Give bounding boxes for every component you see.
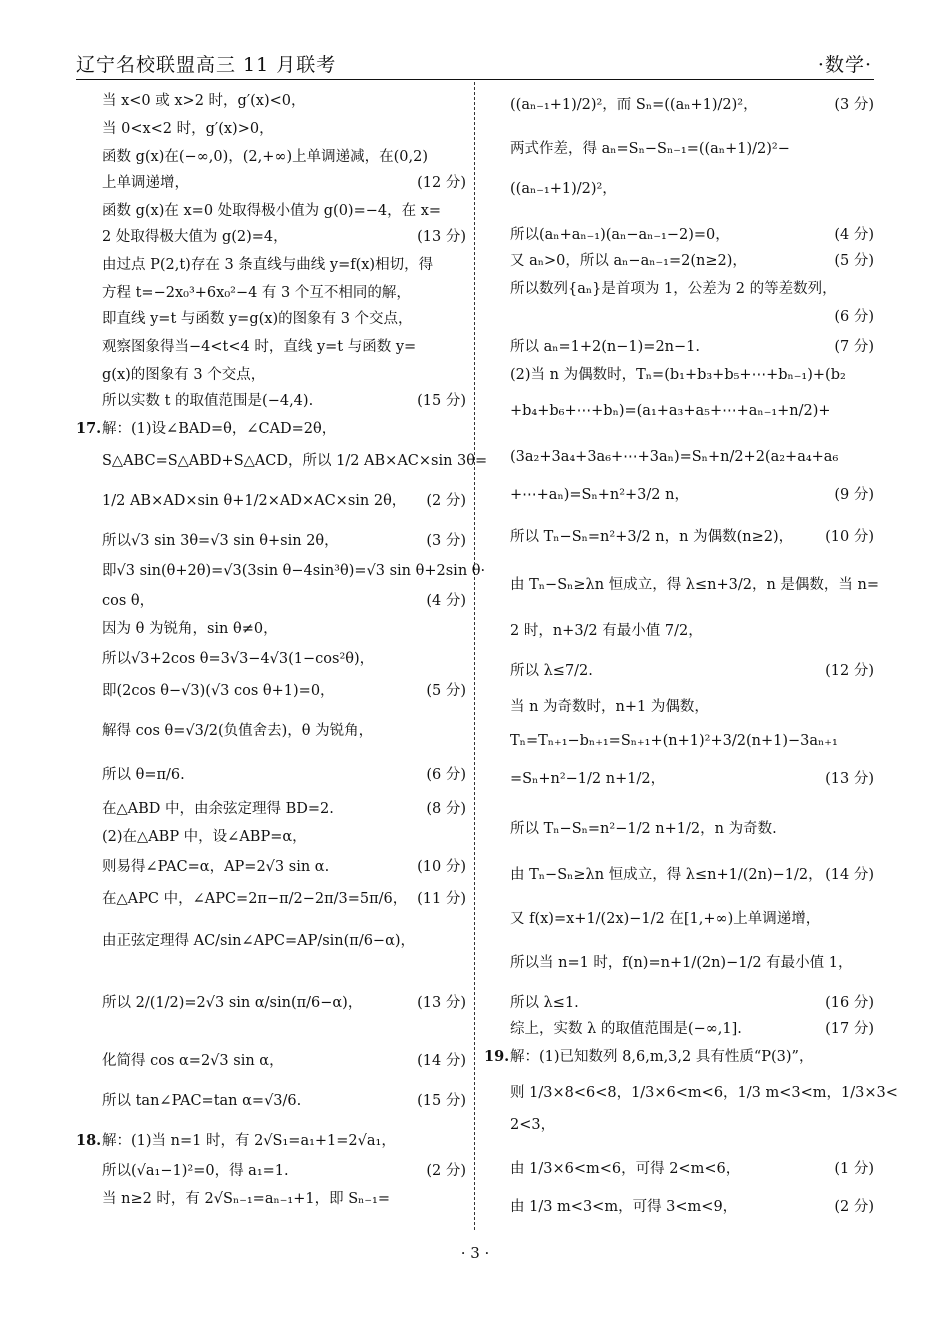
solution-line [84, 90, 466, 112]
line-text: 所以实数 t 的取值范围是(−4,4). [102, 393, 314, 409]
score-mark: (16 分) [825, 995, 874, 1011]
line-text: 所以当 n=1 时，f(n)=n+1/(2n)−1/2 有最小值 1， [510, 955, 853, 971]
line-text: (2)在△ABP 中，设∠ABP=α， [102, 829, 307, 845]
line-text: 即(2cos θ−√3)(√3 cos θ+1)=0， [102, 683, 335, 699]
solution-line [84, 1160, 466, 1182]
line-text: 则 1/3×8<6<8，1/3×6<m<6，1/3 m<3<m，1/3×3< [510, 1085, 898, 1101]
solution-line [492, 818, 874, 840]
solution-line [492, 952, 874, 974]
solution-line [84, 930, 466, 952]
line-text: 所以(aₙ+aₙ₋₁)(aₙ−aₙ₋₁−2)=0， [510, 227, 730, 243]
solution-line [84, 172, 466, 194]
line-text: 则易得∠PAC=α，AP=2√3 sin α. [102, 859, 330, 875]
solution-line [84, 364, 466, 386]
line-text: 函数 g(x)在 x=0 处取得极小值为 g(0)=−4，在 x= [102, 203, 442, 219]
line-text: +b₄+b₆+⋯+bₙ)=(a₁+a₃+a₅+⋯+aₙ₋₁+n/2)+ [510, 403, 831, 419]
score-mark: (10 分) [417, 859, 466, 875]
solution-line [84, 282, 466, 304]
header-rule [76, 79, 874, 80]
solution-line [84, 618, 466, 640]
line-text: (3a₂+3a₄+3a₆+⋯+3aₙ)=Sₙ+n/2+2(a₂+a₄+a₆ [510, 449, 839, 465]
line-text: 所以 Tₙ−Sₙ=n²−1/2 n+1/2，n 为奇数. [510, 821, 777, 837]
solution-line [492, 1196, 874, 1218]
line-text: 即√3 sin(θ+2θ)=√3(3sin θ−4sin³θ)=√3 sin θ+2sin θ· [102, 563, 486, 579]
line-text: 即直线 y=t 与函数 y=g(x)的图象有 3 个交点， [102, 311, 413, 327]
solution-line [84, 490, 466, 512]
solution-line [84, 764, 466, 786]
line-text: 所以 λ≤7/2. [510, 663, 593, 679]
line-text: 所以√3 sin 3θ=√3 sin θ+sin 2θ， [102, 533, 339, 549]
line-text: 解：(1)已知数列 8,6,m,3,2 具有性质“P(3)”， [510, 1049, 814, 1065]
solution-line [492, 574, 880, 596]
line-text: 所以 aₙ=1+2(n−1)=2n−1. [510, 339, 701, 355]
solution-line [492, 138, 874, 160]
line-text: 在△ABD 中，由余弦定理得 BD=2. [102, 801, 334, 817]
score-mark: (5 分) [426, 683, 466, 699]
solution-line [76, 418, 466, 440]
line-text: g(x)的图象有 3 个交点， [102, 367, 266, 383]
line-text: 当 x<0 或 x>2 时，g′(x)<0， [102, 93, 306, 109]
solution-line [492, 224, 874, 246]
solution-line [84, 680, 466, 702]
line-text: 当 n≥2 时，有 2√Sₙ₋₁=aₙ₋₁+1，即 Sₙ₋₁= [102, 1191, 391, 1207]
solution-line [492, 526, 874, 548]
score-mark: (3 分) [426, 533, 466, 549]
line-text: 解得 cos θ=√3/2(负值舍去)，θ 为锐角， [102, 723, 374, 739]
score-mark: (11 分) [417, 891, 466, 907]
solution-line [492, 484, 874, 506]
line-text: 由 Tₙ−Sₙ≥λn 恒成立，得 λ≤n+3/2，n 是偶数，当 n= [510, 577, 880, 593]
score-mark: (4 分) [834, 227, 874, 243]
line-text: 由正弦定理得 AC/sin∠APC=AP/sin(π/6−α)， [102, 933, 416, 949]
solution-line [492, 730, 874, 752]
line-text: 函数 g(x)在(−∞,0)，(2,+∞)上单调递减，在(0,2) [102, 149, 429, 165]
solution-line [84, 390, 466, 412]
solution-line [492, 178, 874, 200]
solution-line [84, 992, 466, 1014]
score-mark: (15 分) [417, 1093, 466, 1109]
line-text: 解：(1)设∠BAD=θ，∠CAD=2θ， [102, 421, 337, 437]
score-mark: (6 分) [426, 767, 466, 783]
line-text: 由 Tₙ−Sₙ≥λn 恒成立，得 λ≤n+1/(2n)−1/2， [510, 867, 823, 883]
line-text: 当 0<x<2 时，g′(x)>0， [102, 121, 274, 137]
line-text: =Sₙ+n²−1/2 n+1/2， [510, 771, 666, 787]
solution-line [492, 620, 874, 642]
problem-number: 17. [76, 420, 102, 437]
line-text: cos θ， [102, 593, 155, 609]
score-mark: (12 分) [825, 663, 874, 679]
score-mark: (2 分) [426, 493, 466, 509]
solution-line [84, 590, 466, 612]
score-mark: (17 分) [825, 1021, 874, 1037]
score-mark: (5 分) [834, 253, 874, 269]
line-text: 所以 tan∠PAC=tan α=√3/6. [102, 1093, 302, 1109]
score-mark: (7 分) [834, 339, 874, 355]
line-text: 所以(√a₁−1)²=0，得 a₁=1. [102, 1163, 289, 1179]
line-text: 解：(1)当 n=1 时，有 2√S₁=a₁+1=2√a₁， [102, 1133, 396, 1149]
solution-line [492, 250, 874, 272]
solution-line [84, 720, 466, 742]
line-text: 上单调递增， [102, 175, 189, 191]
solution-line [492, 278, 874, 300]
solution-line [84, 530, 466, 552]
solution-line [492, 696, 874, 718]
line-text: 又 f(x)=x+1/(2x)−1/2 在[1,+∞)上单调递增， [510, 911, 821, 927]
score-mark: (2 分) [426, 1163, 466, 1179]
solution-line [492, 400, 874, 422]
header-subject: ·数学· [817, 54, 872, 76]
line-text: ((aₙ₋₁+1)/2)²， [510, 181, 617, 197]
solution-line [84, 254, 466, 276]
solution-line [492, 864, 874, 886]
solution-line [84, 200, 466, 222]
problem-number: 19. [484, 1048, 510, 1065]
solution-line [84, 1188, 466, 1210]
solution-line [84, 560, 486, 582]
solution-line [492, 306, 874, 328]
solution-line [84, 336, 466, 358]
line-text: 由过点 P(2,t)存在 3 条直线与曲线 y=f(x)相切，得 [102, 257, 434, 273]
line-text: 2<3， [510, 1117, 556, 1133]
solution-line [84, 226, 466, 248]
score-mark: (1 分) [834, 1161, 874, 1177]
solution-line [492, 908, 874, 930]
solution-line [492, 364, 874, 386]
line-text: Tₙ=Tₙ₊₁−bₙ₊₁=Sₙ₊₁+(n+1)²+3/2(n+1)−3aₙ₊₁ [510, 733, 838, 749]
line-text: 1/2 AB×AD×sin θ+1/2×AD×AC×sin 2θ， [102, 493, 407, 509]
solution-line [492, 94, 874, 116]
score-mark: (13 分) [417, 995, 466, 1011]
line-text: (2)当 n 为偶数时，Tₙ=(b₁+b₃+b₅+⋯+bₙ₋₁)+(b₂ [510, 367, 846, 383]
solution-line [492, 1114, 874, 1136]
line-text: 所以 Tₙ−Sₙ=n²+3/2 n，n 为偶数(n≥2)， [510, 529, 794, 545]
solution-line [492, 660, 874, 682]
solution-line [84, 648, 466, 670]
problem-number: 18. [76, 1132, 102, 1149]
line-text: 又 aₙ>0，所以 aₙ−aₙ₋₁=2(n≥2)， [510, 253, 747, 269]
line-text: 所以数列{aₙ}是首项为 1，公差为 2 的等差数列， [510, 281, 837, 297]
score-mark: (13 分) [825, 771, 874, 787]
solution-line [492, 1158, 874, 1180]
line-text: 所以√3+2cos θ=3√3−4√3(1−cos²θ)， [102, 651, 375, 667]
score-mark: (14 分) [417, 1053, 466, 1069]
line-text: 所以 λ≤1. [510, 995, 579, 1011]
line-text: 由 1/3×6<m<6，可得 2<m<6， [510, 1161, 741, 1177]
score-mark: (2 分) [834, 1199, 874, 1215]
line-text: 在△APC 中，∠APC=2π−π/2−2π/3=5π/6， [102, 891, 408, 907]
solution-line [492, 992, 874, 1014]
score-mark: (10 分) [825, 529, 874, 545]
page-number: · 3 · [460, 1244, 490, 1262]
score-mark: (15 分) [417, 393, 466, 409]
line-text: 综上，实数 λ 的取值范围是(−∞,1]. [510, 1021, 742, 1037]
solution-line [84, 118, 466, 140]
solution-line [84, 1090, 466, 1112]
score-mark: (12 分) [417, 175, 466, 191]
solution-line [484, 1046, 874, 1068]
solution-line [84, 308, 466, 330]
solution-line [492, 768, 874, 790]
line-text: ((aₙ₋₁+1)/2)²，而 Sₙ=((aₙ+1)/2)²， [510, 97, 758, 113]
solution-line [492, 1082, 898, 1104]
score-mark: (8 分) [426, 801, 466, 817]
solution-line [492, 1018, 874, 1040]
score-mark: (6 分) [834, 309, 874, 325]
line-text: 2 时，n+3/2 有最小值 7/2， [510, 623, 703, 639]
line-text: +⋯+aₙ)=Sₙ+n²+3/2 n， [510, 487, 689, 503]
score-mark: (3 分) [834, 97, 874, 113]
line-text: 2 处取得极大值为 g(2)=4， [102, 229, 288, 245]
score-mark: (9 分) [834, 487, 874, 503]
line-text: 两式作差，得 aₙ=Sₙ−Sₙ₋₁=((aₙ+1)/2)²− [510, 141, 790, 157]
score-mark: (13 分) [417, 229, 466, 245]
line-text: S△ABC=S△ABD+S△ACD，所以 1/2 AB×AC×sin 3θ= [102, 453, 488, 469]
score-mark: (4 分) [426, 593, 466, 609]
solution-line [76, 1130, 466, 1152]
solution-line [84, 1050, 466, 1072]
solution-line [492, 336, 874, 358]
line-text: 由 1/3 m<3<m，可得 3<m<9， [510, 1199, 738, 1215]
line-text: 所以 θ=π/6. [102, 767, 185, 783]
solution-line [84, 798, 466, 820]
line-text: 化简得 cos α=2√3 sin α， [102, 1053, 284, 1069]
line-text: 观察图象得当−4<t<4 时，直线 y=t 与函数 y= [102, 339, 417, 355]
header-title: 辽宁名校联盟高三 11 月联考 [76, 54, 337, 76]
line-text: 因为 θ 为锐角，sin θ≠0， [102, 621, 278, 637]
solution-line [84, 146, 466, 168]
solution-line [84, 826, 466, 848]
line-text: 当 n 为奇数时，n+1 为偶数， [510, 699, 709, 715]
column-divider [474, 82, 475, 1230]
solution-line [492, 446, 874, 468]
line-text: 所以 2/(1/2)=2√3 sin α/sin(π/6−α)， [102, 995, 363, 1011]
solution-line [84, 888, 466, 910]
solution-line [84, 856, 466, 878]
score-mark: (14 分) [825, 867, 874, 883]
solution-line [84, 450, 488, 472]
line-text: 方程 t=−2x₀³+6x₀²−4 有 3 个互不相同的解， [102, 285, 411, 301]
